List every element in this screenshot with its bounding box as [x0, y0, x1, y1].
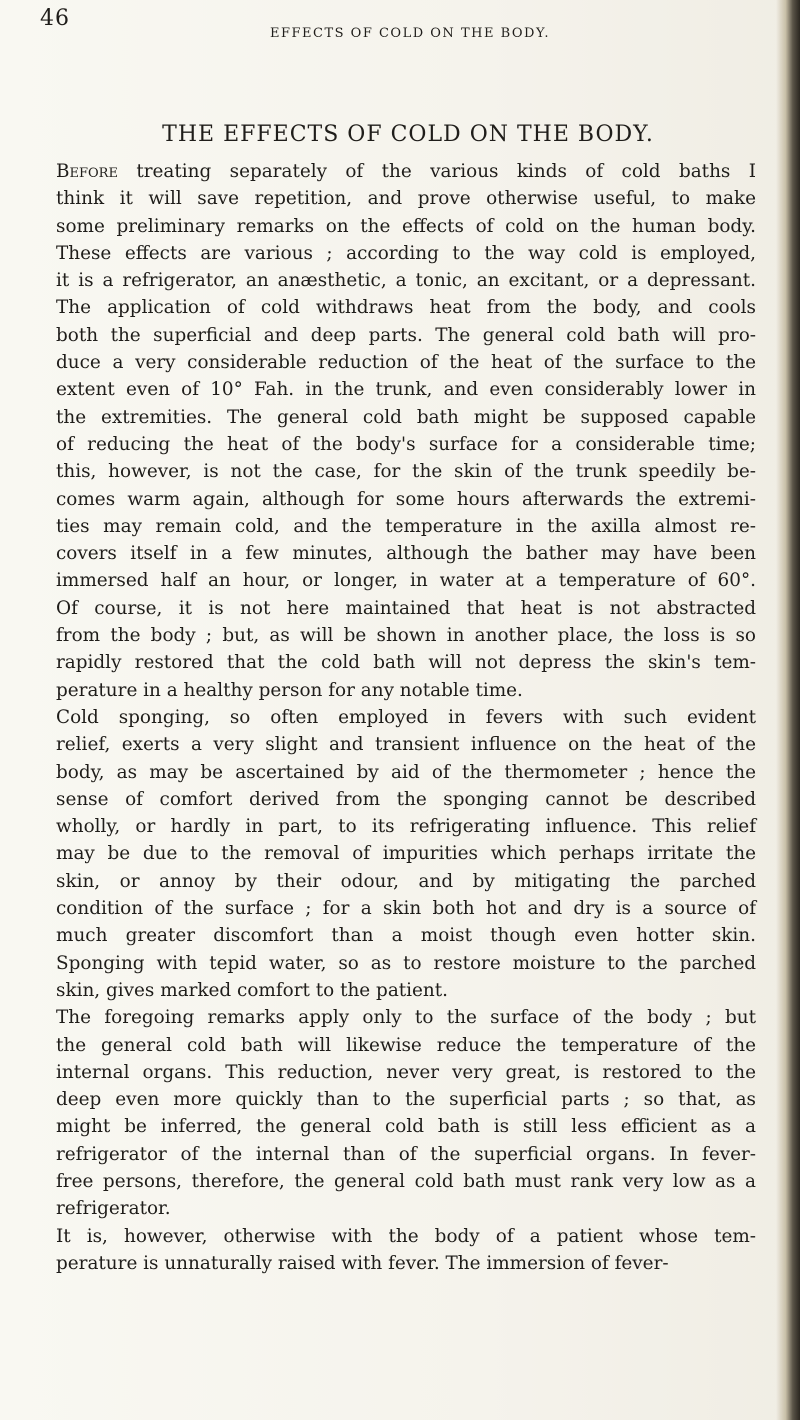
text-line: skin, gives marked comfort to the patient. — [56, 979, 449, 1001]
text-line: both the superficial and deep parts. The general cold bath will pro- — [56, 324, 756, 346]
body-text — [56, 158, 756, 1277]
text-line: may be due to the removal of impurities which perhaps irritate the — [56, 843, 756, 865]
text-line: sense of comfort derived from the sponging cannot be described — [56, 788, 756, 810]
text-line: comes warm again, although for some hours afterwards the extremi- — [56, 488, 756, 510]
text-line: the general cold bath will likewise reduce the temperature of the — [56, 1034, 756, 1056]
text-line: The foregoing remarks apply only to the surface of the body ; but — [56, 1007, 756, 1029]
text-line: relief, exerts a very slight and transient influence on the heat of the — [56, 734, 756, 756]
chapter-title: THE EFFECTS OF COLD ON THE BODY. — [162, 122, 654, 147]
text-line: extent even of 10° Fah. in the trunk, and even considerably lower in — [56, 379, 756, 401]
text-line: condition of the surface ; for a skin both hot and dry is a source of — [56, 898, 756, 920]
text-line: rapidly restored that the cold bath will not depress the skin's tem- — [56, 652, 756, 674]
text-line: perature is unnaturally raised with fever. The immersion of fever- — [56, 1252, 669, 1274]
text-line: ties may remain cold, and the temperature in the axilla almost re- — [56, 515, 756, 537]
text-line: It is, however, otherwise with the body of a patient whose tem- — [56, 1225, 756, 1247]
text-line: the extremities. The general cold bath might be supposed capable — [56, 406, 756, 428]
page-number: 46 — [40, 6, 70, 31]
text-line: free persons, therefore, the general cold bath must rank very low as a — [56, 1170, 756, 1192]
text-line: internal organs. This reduction, never very great, is restored to the — [56, 1061, 756, 1083]
text-line: much greater discomfort than a moist though even hotter skin. — [56, 925, 756, 947]
text-line: skin, or annoy by their odour, and by mitigating the parched — [56, 870, 756, 892]
text-line: covers itself in a few minutes, although the bather may have been — [56, 543, 756, 565]
text-line: of reducing the heat of the body's surface for a considerable time; — [56, 433, 756, 455]
text-line: this, however, is not the case, for the skin of the trunk speedily be- — [56, 461, 756, 483]
text-line: Before treating separately of the various kinds of cold baths I — [56, 161, 756, 182]
page-binding-edge — [776, 0, 800, 1420]
text-line: refrigerator of the internal than of the superficial organs. In fever- — [56, 1143, 756, 1165]
running-head: EFFECTS OF COLD ON THE BODY. — [270, 26, 550, 41]
text-line: from the body ; but, as will be shown in another place, the loss is so — [56, 625, 756, 647]
text-line: wholly, or hardly in part, to its refrigerating influence. This relief — [56, 816, 756, 838]
opening-word: Before — [56, 161, 118, 182]
text-line: might be inferred, the general cold bath is still less efficient as a — [56, 1116, 756, 1138]
text-line: deep even more quickly than to the superficial parts ; so that, as — [56, 1089, 756, 1111]
text-line: refrigerator. — [56, 1198, 171, 1220]
text-line: think it will save repetition, and prove otherwise useful, to make — [56, 188, 756, 210]
text-line: body, as may be ascertained by aid of the thermometer ; hence the — [56, 761, 756, 783]
text-line: Of course, it is not here maintained that heat is not abstracted — [56, 597, 756, 619]
text-line: perature in a healthy person for any notable time. — [56, 679, 523, 701]
text-line: The application of cold withdraws heat from the body, and cools — [56, 297, 756, 319]
text-line: it is a refrigerator, an anæsthetic, a tonic, an excitant, or a depressant. — [56, 270, 756, 292]
text-line: Sponging with tepid water, so as to restore moisture to the parched — [56, 952, 756, 974]
text-line: Cold sponging, so often employed in fevers with such evident — [56, 706, 756, 728]
text-line: immersed half an hour, or longer, in water at a temperature of 60°. — [56, 570, 756, 592]
text-line: duce a very considerable reduction of the heat of the surface to the — [56, 352, 756, 374]
text-line: some preliminary remarks on the effects of cold on the human body. — [56, 215, 756, 237]
text-line: These effects are various ; according to the way cold is employed, — [56, 242, 756, 264]
